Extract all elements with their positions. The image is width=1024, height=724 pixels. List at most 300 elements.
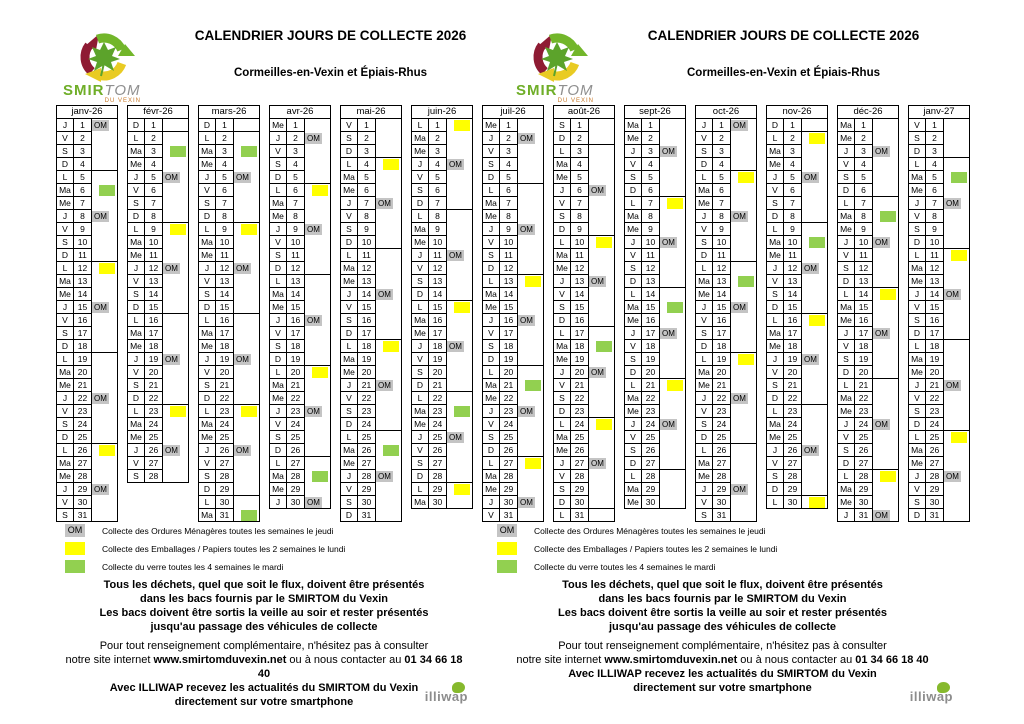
day-number: 27 — [73, 457, 92, 470]
marker-cell — [944, 457, 969, 470]
day-row — [198, 223, 259, 236]
day-letter: Me — [837, 223, 854, 236]
marker-cell — [92, 327, 117, 340]
marker-cell — [944, 314, 969, 327]
marker-cell — [518, 379, 543, 392]
day-number: 16 — [73, 314, 92, 327]
day-row — [127, 197, 188, 210]
day-letter: J — [908, 379, 925, 392]
month-janv-26 — [56, 105, 118, 522]
marker-cell — [731, 288, 756, 301]
day-number: 10 — [641, 236, 660, 249]
om-marker: OM — [944, 198, 961, 209]
day-row — [766, 444, 827, 457]
month-mai-26 — [340, 105, 402, 522]
day-number: 25 — [783, 431, 802, 444]
day-number: 10 — [286, 236, 305, 249]
day-letter: L — [56, 353, 73, 366]
day-number: 23 — [570, 405, 589, 418]
day-number: 4 — [641, 158, 660, 171]
legend-item-verre — [490, 560, 955, 573]
day-row — [837, 392, 898, 405]
notice-text: Tous les déchets, quel que soit le flux, doivent être présentés dans les bacs fournis par le SMIRTOM du Vexin Les bacs doivent être sortis la veille au soir et rester présentés jusqu'au passage des véhicules de collecte — [558, 579, 887, 633]
day-number: 13 — [783, 275, 802, 288]
day-row — [837, 171, 898, 184]
marker-cell — [944, 197, 969, 210]
emballages-marker — [809, 133, 825, 144]
day-letter: L — [766, 314, 783, 327]
day-number: 29 — [73, 483, 92, 496]
day-row — [624, 210, 685, 223]
day-row — [198, 405, 259, 418]
day-row — [482, 418, 543, 431]
day-letter: Ma — [766, 418, 783, 431]
day-row — [553, 314, 614, 327]
day-number: 18 — [428, 340, 447, 353]
om-marker: OM — [802, 354, 819, 365]
day-number: 11 — [144, 249, 163, 262]
marker-cell — [731, 262, 756, 275]
day-number: 10 — [215, 236, 234, 249]
day-number: 28 — [783, 470, 802, 483]
day-row — [127, 171, 188, 184]
marker-cell — [518, 340, 543, 353]
marker-cell — [518, 275, 543, 288]
day-letter: L — [198, 405, 215, 418]
day-number: 26 — [286, 444, 305, 457]
marker-cell — [163, 184, 188, 197]
om-marker: OM — [305, 133, 322, 144]
day-row — [837, 301, 898, 314]
marker-cell — [802, 158, 827, 171]
marker-cell — [376, 249, 401, 262]
day-number: 17 — [641, 327, 660, 340]
marker-cell — [802, 236, 827, 249]
day-number: 18 — [712, 340, 731, 353]
day-row — [127, 353, 188, 366]
om-marker: OM — [660, 146, 677, 157]
day-number: 3 — [854, 145, 873, 158]
day-letter: L — [269, 184, 286, 197]
day-number: 4 — [783, 158, 802, 171]
day-number: 14 — [854, 288, 873, 301]
marker-cell — [234, 119, 259, 132]
day-row — [695, 171, 756, 184]
om-marker: OM — [944, 289, 961, 300]
marker-cell — [731, 418, 756, 431]
day-row — [198, 353, 259, 366]
day-number: 17 — [144, 327, 163, 340]
day-row — [837, 184, 898, 197]
day-number: 28 — [286, 470, 305, 483]
om-marker: OM — [518, 497, 535, 508]
day-row — [766, 353, 827, 366]
month-label: juin-26 — [411, 105, 472, 119]
day-letter: J — [127, 262, 144, 275]
day-row — [340, 379, 401, 392]
emballages-marker — [809, 497, 825, 508]
day-row — [482, 470, 543, 483]
day-row — [127, 262, 188, 275]
day-number: 26 — [712, 444, 731, 457]
day-letter: J — [766, 262, 783, 275]
day-number: 26 — [215, 444, 234, 457]
marker-cell — [376, 236, 401, 249]
legend-label: Collecte des Emballages / Papiers toutes les 2 semaines le lundi — [534, 543, 778, 554]
emballages-marker — [525, 458, 541, 469]
day-letter: Me — [766, 431, 783, 444]
legend-item-emballages — [58, 542, 470, 555]
day-row — [695, 197, 756, 210]
marker-cell — [305, 418, 330, 431]
day-letter: D — [553, 314, 570, 327]
day-row — [624, 158, 685, 171]
marker-cell — [731, 145, 756, 158]
marker-cell — [163, 444, 188, 457]
day-letter: L — [198, 223, 215, 236]
marker-cell — [944, 405, 969, 418]
day-letter: D — [624, 457, 641, 470]
month-juin-26 — [411, 105, 473, 509]
marker-cell — [447, 275, 472, 288]
om-marker: OM — [873, 146, 890, 157]
marker-cell — [589, 184, 614, 197]
day-letter: Me — [198, 158, 215, 171]
marker-cell — [376, 457, 401, 470]
day-row — [411, 119, 472, 132]
month-déc-26 — [837, 105, 899, 522]
day-number: 19 — [783, 353, 802, 366]
day-letter: J — [553, 275, 570, 288]
day-letter: D — [908, 236, 925, 249]
day-letter: Me — [624, 314, 641, 327]
om-marker: OM — [660, 237, 677, 248]
day-letter: J — [482, 314, 499, 327]
om-marker: OM — [92, 302, 109, 313]
day-letter: D — [269, 444, 286, 457]
day-letter: L — [766, 405, 783, 418]
marker-cell — [163, 379, 188, 392]
marker-cell — [92, 314, 117, 327]
day-row — [127, 392, 188, 405]
day-row — [127, 457, 188, 470]
day-letter: L — [695, 444, 712, 457]
day-number: 2 — [854, 132, 873, 145]
day-number: 8 — [428, 210, 447, 223]
day-letter: S — [908, 496, 925, 509]
verre-marker — [738, 276, 754, 287]
marker-cell — [731, 184, 756, 197]
marker-cell — [163, 418, 188, 431]
marker-cell — [305, 405, 330, 418]
day-number: 22 — [144, 392, 163, 405]
day-letter: V — [198, 184, 215, 197]
day-row — [56, 457, 117, 470]
day-letter: V — [56, 496, 73, 509]
day-row — [127, 470, 188, 483]
day-row — [837, 340, 898, 353]
day-number: 21 — [641, 379, 660, 392]
day-letter: J — [695, 392, 712, 405]
day-number: 9 — [641, 223, 660, 236]
day-letter: Ma — [269, 379, 286, 392]
day-letter: L — [411, 392, 428, 405]
day-letter: Me — [553, 171, 570, 184]
day-number: 31 — [357, 509, 376, 522]
om-marker: OM — [731, 211, 748, 222]
logo-wordmark: SMIRTOM — [516, 82, 594, 99]
day-letter: L — [56, 171, 73, 184]
day-number: 6 — [286, 184, 305, 197]
day-letter: S — [553, 119, 570, 132]
om-marker: OM — [873, 510, 890, 521]
day-letter: Me — [553, 353, 570, 366]
day-number: 2 — [641, 132, 660, 145]
day-letter: S — [908, 223, 925, 236]
day-letter: L — [837, 197, 854, 210]
marker-cell — [305, 431, 330, 444]
marker-cell — [92, 509, 117, 522]
legend-label: Collecte du verre toutes les 4 semaines le mardi — [534, 561, 716, 572]
day-number: 26 — [73, 444, 92, 457]
day-letter: J — [837, 145, 854, 158]
marker-cell — [92, 249, 117, 262]
om-marker: OM — [376, 289, 393, 300]
day-letter: V — [837, 249, 854, 262]
day-letter: S — [56, 145, 73, 158]
day-row — [624, 171, 685, 184]
marker-cell — [731, 210, 756, 223]
day-row — [56, 132, 117, 145]
day-row — [340, 405, 401, 418]
day-row — [553, 509, 614, 522]
day-row — [56, 210, 117, 223]
day-number: 21 — [144, 379, 163, 392]
day-row — [695, 353, 756, 366]
day-letter: Ma — [908, 262, 925, 275]
day-letter: D — [340, 327, 357, 340]
month-label: sept-26 — [624, 105, 685, 119]
day-letter: V — [411, 353, 428, 366]
marker-cell — [163, 405, 188, 418]
day-row — [482, 379, 543, 392]
day-number: 27 — [499, 457, 518, 470]
day-row — [766, 366, 827, 379]
day-number: 20 — [499, 366, 518, 379]
day-letter: J — [269, 405, 286, 418]
day-row — [553, 444, 614, 457]
day-letter: S — [127, 197, 144, 210]
day-letter: V — [624, 249, 641, 262]
day-letter: S — [553, 392, 570, 405]
day-number: 5 — [712, 171, 731, 184]
day-letter: S — [695, 418, 712, 431]
day-number: 23 — [783, 405, 802, 418]
day-letter: S — [269, 158, 286, 171]
day-row — [695, 405, 756, 418]
day-row — [127, 405, 188, 418]
day-letter: V — [56, 223, 73, 236]
day-letter: D — [340, 509, 357, 522]
marker-cell — [305, 236, 330, 249]
day-number: 26 — [428, 444, 447, 457]
day-letter: Me — [766, 340, 783, 353]
marker-cell — [802, 366, 827, 379]
day-row — [340, 236, 401, 249]
day-row — [198, 379, 259, 392]
day-number: 20 — [428, 366, 447, 379]
day-number: 16 — [712, 314, 731, 327]
day-letter: L — [482, 366, 499, 379]
day-letter: Ma — [837, 392, 854, 405]
emballages-marker — [880, 471, 896, 482]
marker-cell — [802, 483, 827, 496]
day-row — [908, 327, 969, 340]
day-letter: V — [340, 301, 357, 314]
day-row — [340, 366, 401, 379]
marker-cell — [163, 470, 188, 483]
day-row — [127, 184, 188, 197]
marker-cell — [944, 262, 969, 275]
day-letter: V — [695, 405, 712, 418]
day-letter: Ma — [482, 197, 499, 210]
day-letter: S — [127, 379, 144, 392]
verre-marker — [596, 341, 612, 352]
day-number: 4 — [499, 158, 518, 171]
day-letter: J — [411, 431, 428, 444]
day-letter: Me — [482, 301, 499, 314]
om-marker: OM — [163, 354, 180, 365]
day-row — [624, 236, 685, 249]
day-number: 13 — [499, 275, 518, 288]
day-letter: Ma — [908, 171, 925, 184]
day-number: 8 — [641, 210, 660, 223]
day-row — [269, 496, 330, 509]
marker-cell — [660, 444, 685, 457]
day-number: 20 — [570, 366, 589, 379]
day-letter: S — [553, 210, 570, 223]
day-letter: J — [837, 418, 854, 431]
month-label: août-26 — [553, 105, 614, 119]
day-number: 5 — [925, 171, 944, 184]
day-letter: Ma — [127, 327, 144, 340]
marker-cell — [802, 431, 827, 444]
day-row — [127, 327, 188, 340]
marker-cell — [376, 340, 401, 353]
day-letter: S — [56, 418, 73, 431]
day-number: 25 — [428, 431, 447, 444]
day-row — [411, 210, 472, 223]
phone-number: 01 34 66 18 40 — [257, 654, 463, 680]
day-number: 2 — [428, 132, 447, 145]
day-number: 13 — [925, 275, 944, 288]
day-row — [908, 262, 969, 275]
marker-cell — [944, 327, 969, 340]
day-row — [695, 496, 756, 509]
day-row — [553, 223, 614, 236]
day-number: 23 — [428, 405, 447, 418]
day-number: 13 — [286, 275, 305, 288]
day-row — [198, 392, 259, 405]
day-number: 3 — [357, 145, 376, 158]
day-row — [695, 392, 756, 405]
day-letter: Me — [908, 184, 925, 197]
marker-cell — [518, 197, 543, 210]
marker-cell — [518, 457, 543, 470]
day-letter: J — [411, 340, 428, 353]
day-row — [340, 340, 401, 353]
day-row — [411, 236, 472, 249]
day-row — [624, 431, 685, 444]
day-row — [624, 301, 685, 314]
day-letter: L — [198, 132, 215, 145]
month-mars-26 — [198, 105, 260, 522]
marker-cell — [731, 236, 756, 249]
legend-label: Collecte des Emballages / Papiers toutes les 2 semaines le lundi — [102, 543, 346, 554]
day-row — [482, 353, 543, 366]
day-row — [269, 301, 330, 314]
day-number: 8 — [215, 210, 234, 223]
day-number: 20 — [712, 366, 731, 379]
day-letter: D — [695, 340, 712, 353]
day-row — [56, 288, 117, 301]
day-number: 10 — [144, 236, 163, 249]
month-label: avr-26 — [269, 105, 330, 119]
month-label: déc-26 — [837, 105, 898, 119]
day-row — [908, 366, 969, 379]
day-number: 9 — [144, 223, 163, 236]
day-number: 13 — [712, 275, 731, 288]
day-row — [269, 184, 330, 197]
day-number: 21 — [73, 379, 92, 392]
day-letter: J — [269, 496, 286, 509]
marker-cell — [92, 418, 117, 431]
marker-cell — [92, 262, 117, 275]
marker-cell — [305, 340, 330, 353]
day-row — [340, 132, 401, 145]
day-number: 15 — [783, 301, 802, 314]
day-letter: S — [695, 236, 712, 249]
day-row — [198, 366, 259, 379]
day-letter: J — [269, 223, 286, 236]
day-row — [340, 470, 401, 483]
day-letter: Me — [127, 158, 144, 171]
marker-cell — [376, 366, 401, 379]
day-row — [624, 392, 685, 405]
marker-cell — [163, 119, 188, 132]
day-number: 11 — [286, 249, 305, 262]
day-row — [695, 262, 756, 275]
day-number: 8 — [854, 210, 873, 223]
day-row — [695, 301, 756, 314]
legend-item-om — [490, 524, 955, 537]
marker-cell — [447, 171, 472, 184]
day-letter: L — [624, 470, 641, 483]
marker-cell — [873, 301, 898, 314]
day-letter: D — [340, 236, 357, 249]
day-row — [411, 379, 472, 392]
day-letter: J — [269, 132, 286, 145]
day-row — [766, 158, 827, 171]
day-letter: Me — [837, 132, 854, 145]
day-row — [340, 119, 401, 132]
marker-cell — [163, 275, 188, 288]
day-letter: Ma — [837, 119, 854, 132]
marker-cell — [234, 197, 259, 210]
marker-cell — [92, 340, 117, 353]
marker-cell — [873, 275, 898, 288]
marker-cell — [447, 119, 472, 132]
